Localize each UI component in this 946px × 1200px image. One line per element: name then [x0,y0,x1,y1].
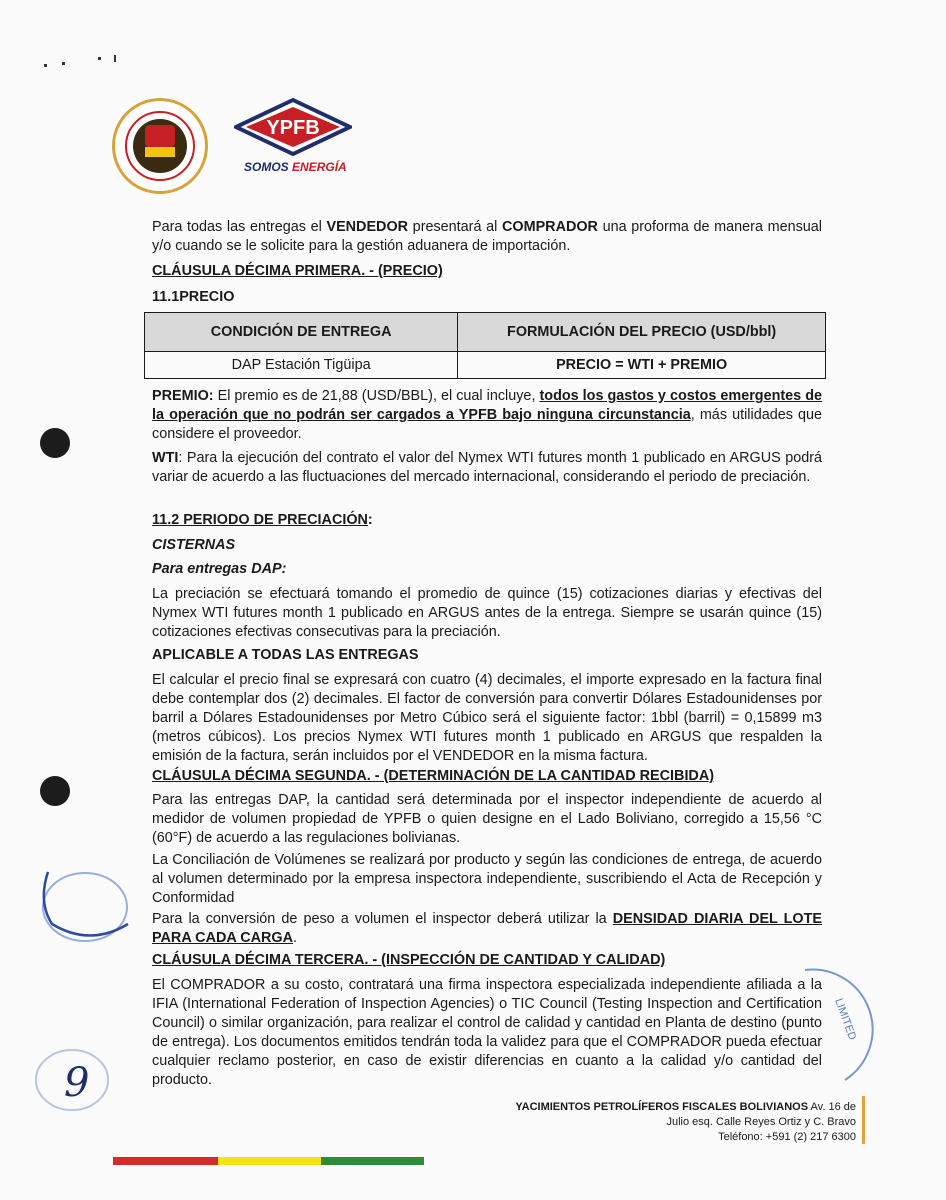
seal-yellow-field [145,147,175,157]
handwritten-number: 9 [64,1060,90,1106]
table-cell: DAP Estación Tigüipa [145,352,458,379]
clause-13-paragraph: El COMPRADOR a su costo, contratará una firma inspectora especializada independiente afiliada a la IFIA (International Federation of Inspection Agencies) o TIC Council (Testing Inspection and Certification Council) o similar organización, para realizar el control de calidad y cantidad en Planta de destino (punto de entrega). Los documentos emitidos tendrán toda la validez para que el COMPRADOR pueda efectuar cualquier reclamo posterior, en caso de existir diferencias en cuanto a la calidad y/o cantidad del producto. [152,977,822,1088]
clause-13-title: CLÁUSULA DÉCIMA TERCERA. - (INSPECCIÓN DE CANTIDAD Y CALIDAD) [152,952,666,968]
text-span: una proforma de manera mensual y/o cuando se le solicite para la gestión aduanera de importación. [152,219,822,254]
text-span: , más utilidades que considere el proveedor. [152,407,823,442]
table-header-cell: FORMULACIÓN DEL PRECIO (USD/bbl) [458,313,826,352]
slogan-part: SOMOS [244,160,293,174]
flag-stripe-yellow [218,1157,321,1165]
clause-12-paragraph-2: La Conciliación de Volúmenes se realizará por producto y según las condiciones de entrega, de acuerdo al volumen determinado por la empresa inspectora independiente, suscribiendo el Acta de Recepción y Conformidad [152,852,822,906]
footer-address: Av. 16 de [808,1101,856,1113]
stamp-text: LIMITED [832,996,859,1042]
scan-mark [98,57,101,60]
table-header-row [145,313,826,352]
footer-phone: Teléfono: +591 (2) 217 6300 [718,1131,856,1143]
scan-mark [114,55,116,62]
scan-mark [62,62,65,65]
wti-paragraph [152,449,822,487]
section-11-2-heading [152,511,822,530]
limited-company-stamp [775,960,875,1100]
text-span: El premio es de 21,88 (USD/BBL), el cual incluye, [213,388,540,404]
text-span: COMPRADOR [502,219,598,235]
aplicable-paragraph: El calcular el precio final se expresará con cuatro (4) decimales, el importe expresado en la factura final debe contemplar dos (2) decimales. El factor de conversión para convertir Dólares Estadounidenses por barril a Dólares Estadounidenses por Metro Cúbico será el siguiente factor: 1bbl (barril) = 0,15899 m3 (metros cúbicos). Los precios Nymex WTI futures month 1 publicado en ARGUS que respalden la emisión de la factura, serán incluidos por el VENDEDOR en la misma factura. [152,672,822,764]
seal-red-field [145,125,175,147]
text-span: VENDEDOR [326,219,409,235]
table-cell: PRECIO = WTI + PREMIO [458,352,826,379]
text-span: presentará al [408,219,502,235]
premio-paragraph [152,387,822,444]
footer-line-1 [436,1100,856,1115]
flag-stripe-red [113,1157,218,1165]
text-span: . [292,930,297,946]
flag-stripe-green [321,1157,424,1165]
section-11-1-heading: 11.1PRECIO [152,289,235,305]
inspection-stamp [30,862,140,952]
text-span: PREMIO: [152,388,214,404]
text-span: Para la conversión de peso a volumen el inspector deberá utilizar la [152,911,613,927]
text-span: : [367,512,373,528]
aplicable-heading: APLICABLE A TODAS LAS ENTREGAS [152,647,419,663]
table-header-cell: CONDICIÓN DE ENTREGA [145,313,458,352]
text-span: DENSIDAD DIARIA DEL LOTE PARA CADA CARGA [152,911,823,946]
ypfb-logo-text: YPFB [266,117,320,139]
footer-company: YACIMIENTOS PETROLÍFEROS FISCALES BOLIVIANOS [515,1101,809,1113]
slogan-part: ENERGÍA [292,160,347,174]
ypfb-logo [234,98,352,156]
intro-paragraph [152,218,822,256]
scan-mark [44,64,47,67]
clause-11-title: CLÁUSULA DÉCIMA PRIMERA. - (PRECIO) [152,263,443,279]
table-row [145,352,826,379]
cisternas-heading: CISTERNAS [152,537,236,553]
text-span: 11.2 PERIODO DE PRECIACIÓN [152,512,368,528]
handwritten-number-stamp [30,1040,120,1120]
clause-12-paragraph-1: Para las entregas DAP, la cantidad será determinada por el inspector independiente de acuerdo al medidor de volumen propiedad de YPFB o quien designe en el Lado Boliviano, corregido a 15,56 °C (60°F) de acuerdo a las regulaciones bolivianas. [152,792,822,846]
presidency-seal-logo [112,98,208,194]
text-span: WTI [152,450,179,466]
clause-12-paragraph-3 [152,910,822,948]
dap-heading: Para entregas DAP: [152,561,287,577]
price-table [144,312,826,379]
text-span: : Para la ejecución del contrato el valor del Nymex WTI futures month 1 publicado en ARGUS podrá variar de acuerdo a las fluctuaciones del mercado internacional, considerando el periodo de preciación. [152,450,822,485]
footer-accent-bar [862,1096,865,1144]
page-footer [436,1100,856,1145]
clause-12-title: CLÁUSULA DÉCIMA SEGUNDA. - (DETERMINACIÓN DE LA CANTIDAD RECIBIDA) [152,768,715,784]
preciacion-paragraph: La preciación se efectuará tomando el promedio de quince (15) cotizaciones diarias y efectivas del Nymex WTI futures month 1 publicado en ARGUS antes de la entrega. Siempre se usarán quince (15) cotizaciones efectivas consecutivas para la preciación. [152,586,822,640]
text-span: todos los gastos y costos emergentes de la operación que no podrán ser cargados a YPFB bajo ninguna circunstancia [152,388,823,423]
ypfb-slogan [244,160,347,174]
footer-address-line: Julio esq. Calle Reyes Ortiz y C. Bravo [666,1116,856,1128]
punch-hole [40,776,70,806]
text-span: Para todas las entregas el [152,219,327,235]
punch-hole [40,428,70,458]
